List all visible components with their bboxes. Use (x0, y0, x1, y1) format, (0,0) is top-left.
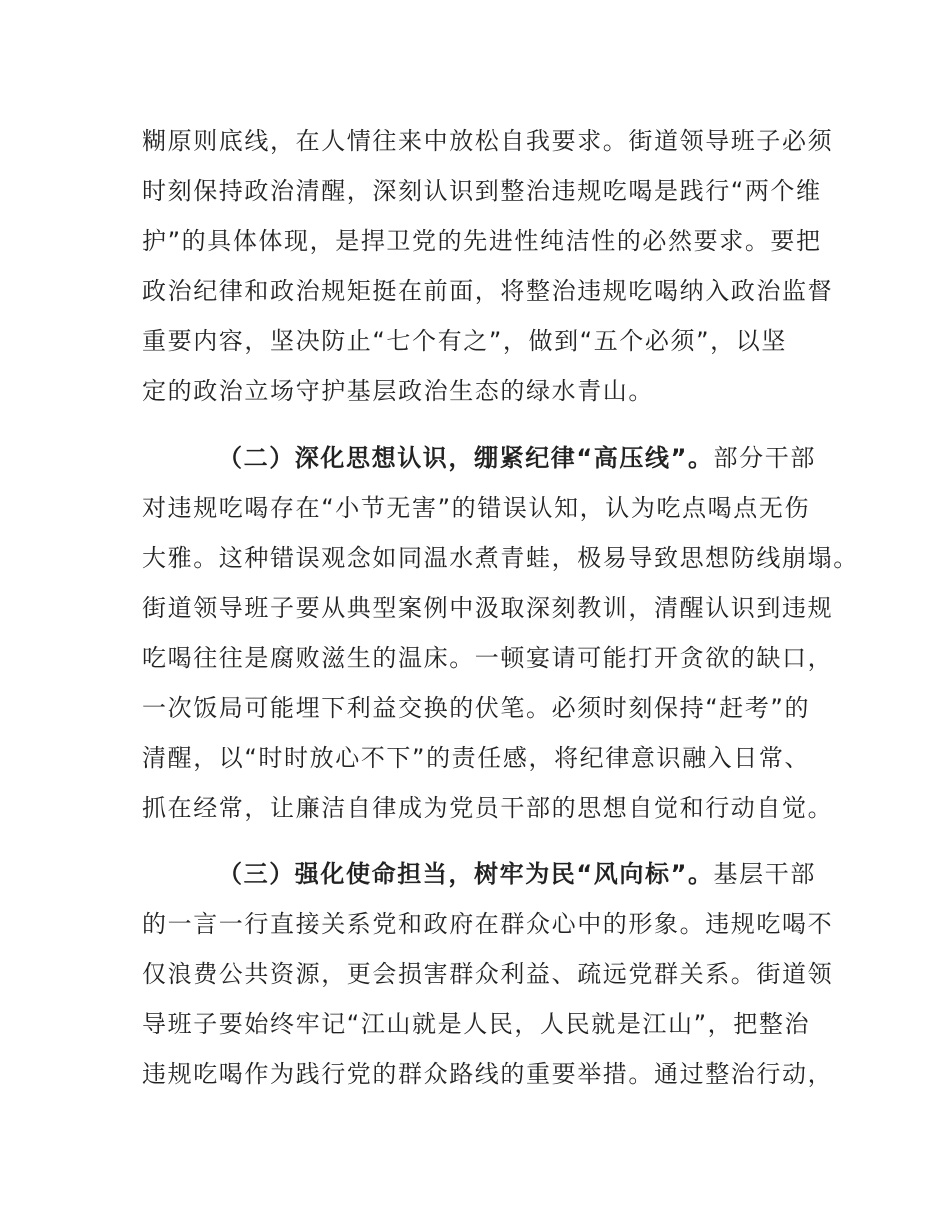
body-text-fragment: 基层干部 (713, 860, 816, 888)
section-heading-line (218, 441, 816, 475)
body-text-line: 的一言一行直接关系党和政府在群众心中的形象。违规吃喝不 (142, 910, 834, 938)
body-text-line: 定的政治立场守护基层政治生态的绿水青山。 (142, 377, 654, 405)
body-text-line: 违规吃喝作为践行党的群众路线的重要举措。通过整治行动， (142, 1060, 834, 1088)
body-text-line: 糊原则底线，在人情往来中放松自我要求。街道领导班子必须 (142, 127, 834, 155)
section-heading: （三）强化使命担当，树牢为民“风向标”。 (218, 860, 714, 888)
section-heading-line (218, 857, 816, 891)
body-text-fragment: 部分干部 (713, 444, 816, 472)
body-text-line: 护”的具体体现，是捍卫党的先进性纯洁性的必然要求。要把 (142, 227, 822, 255)
section-heading: （二）深化思想认识，绷紧纪律“高压线”。 (218, 444, 714, 472)
body-text-line: 抓在经常，让廉洁自律成为党员干部的思想自觉和行动自觉。 (142, 794, 834, 822)
body-text-line: 一次饭局可能埋下利益交换的伏笔。必须时刻保持“赶考”的 (142, 694, 811, 722)
body-text-line: 大雅。这种错误观念如同温水煮青蛙，极易导致思想防线崩塌。 (142, 544, 859, 572)
body-text-line: 吃喝往往是腐败滋生的温床。一顿宴请可能打开贪欲的缺口， (142, 644, 834, 672)
body-text-line: 时刻保持政治清醒，深刻认识到整治违规吃喝是践行“两个维 (142, 177, 822, 205)
body-text-line: 政治纪律和政治规矩挺在前面，将整治违规吃喝纳入政治监督 (142, 277, 834, 305)
body-text-line: 导班子要始终牢记“江山就是人民，人民就是江山”，把整治 (142, 1010, 811, 1038)
body-text-line: 重要内容，坚决防止“七个有之”，做到“五个必须”，以坚 (142, 327, 787, 355)
body-text-line: 街道领导班子要从典型案例中汲取深刻教训，清醒认识到违规 (142, 594, 834, 622)
body-text-line: 对违规吃喝存在“小节无害”的错误认知，认为吃点喝点无伤 (142, 494, 811, 522)
body-text-line: 仅浪费公共资源，更会损害群众利益、疏远党群关系。街道领 (142, 960, 834, 988)
body-text-line: 清醒，以“时时放心不下”的责任感，将纪律意识融入日常、 (142, 744, 811, 772)
